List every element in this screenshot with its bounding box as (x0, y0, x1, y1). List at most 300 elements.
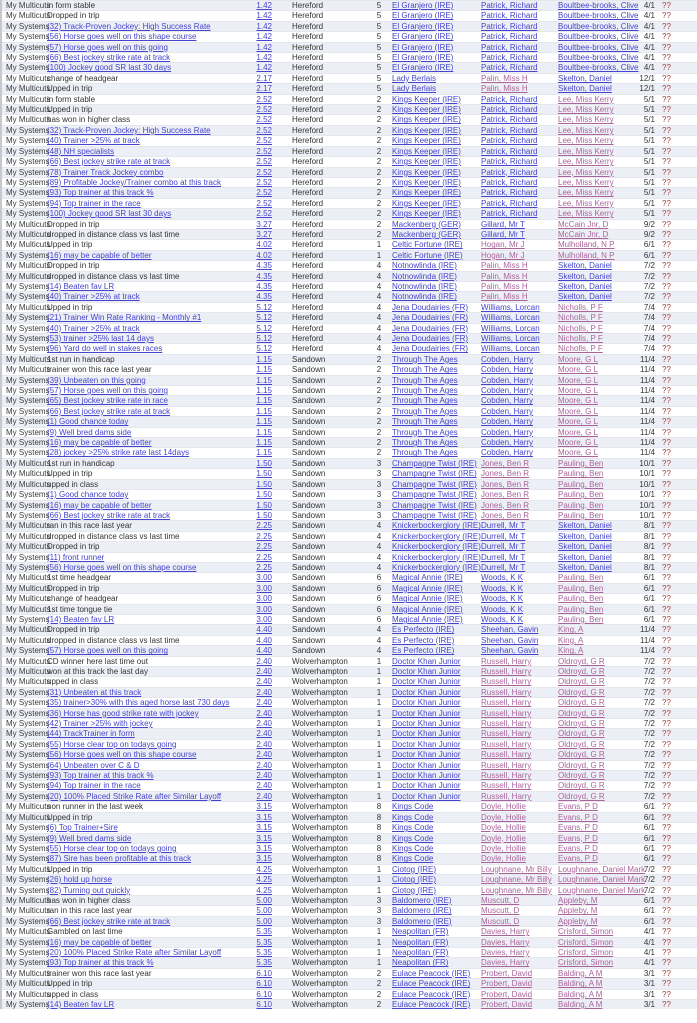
system-comment-link[interactable]: (31) Unbeaten at this track (47, 687, 142, 697)
horse-link[interactable]: El Granjero (IRE) (392, 1, 454, 10)
horse-link[interactable]: Doctor Khan Junior (392, 760, 461, 770)
horse-link[interactable]: Es Perfecto (IRE) (392, 646, 455, 656)
trainer-link[interactable]: Davies, Harry (481, 937, 530, 947)
horse-link[interactable]: El Granjero (IRE) (392, 11, 454, 21)
jockey-link[interactable]: Pauling, Ben (558, 583, 604, 593)
trainer-link[interactable]: Russell, Harry (481, 771, 532, 781)
race-time-link[interactable]: 4.35 (256, 271, 272, 281)
jockey-link[interactable]: Mulholland, N P (558, 240, 615, 250)
horse-link[interactable]: Lady Berlais (392, 73, 437, 83)
jockey-link[interactable]: Lee, Miss Kerry (558, 115, 614, 125)
trainer-link[interactable]: Probert, David (481, 1000, 533, 1009)
trainer-link[interactable]: Patrick, Richard (481, 63, 538, 73)
horse-link[interactable]: Mackenberg (GER) (392, 219, 461, 229)
horse-link[interactable]: Kings Keeper (IRE) (392, 157, 461, 167)
race-time-link[interactable]: 2.52 (256, 136, 272, 146)
trainer-link[interactable]: Patrick, Richard (481, 198, 538, 208)
race-time-link[interactable]: 2.40 (256, 760, 272, 770)
horse-link[interactable]: Kings Keeper (IRE) (392, 115, 461, 125)
horse-link[interactable]: Doctor Khan Junior (392, 687, 461, 697)
race-time-link[interactable]: 2.40 (256, 781, 272, 791)
trainer-link[interactable]: Muscutt, D (481, 906, 520, 916)
trainer-link[interactable]: Doyle, Hollie (481, 843, 526, 853)
jockey-link[interactable]: Skelton, Daniel (558, 552, 612, 562)
system-comment-link[interactable]: (21) Trainer Win Rate Ranking - Monthly #1 (47, 313, 202, 323)
horse-link[interactable]: Magical Annie (IRE) (392, 614, 463, 624)
trainer-link[interactable]: Cobden, Harry (481, 365, 534, 375)
trainer-link[interactable]: Doyle, Hollie (481, 812, 526, 822)
system-comment-link[interactable]: (26) hold up horse (47, 875, 112, 885)
horse-link[interactable]: El Granjero (IRE) (392, 42, 454, 52)
jockey-link[interactable]: Lee, Miss Kerry (558, 209, 614, 219)
race-time-link[interactable]: 1.42 (256, 21, 272, 31)
race-time-link[interactable]: 2.40 (256, 729, 272, 739)
jockey-link[interactable]: Mulholland, N P (558, 250, 615, 260)
jockey-link[interactable]: Pauling, Ben (558, 573, 604, 583)
trainer-link[interactable]: Doyle, Hollie (481, 823, 526, 833)
race-time-link[interactable]: 1.15 (256, 386, 272, 396)
trainer-link[interactable]: Probert, David (481, 989, 533, 999)
horse-link[interactable]: Magical Annie (IRE) (392, 583, 463, 593)
horse-link[interactable]: Celtic Fortune (IRE) (392, 250, 463, 260)
trainer-link[interactable]: Doyle, Hollie (481, 833, 526, 843)
system-comment-link[interactable]: (53) trainer >25% last 14 days (47, 334, 154, 343)
system-comment-link[interactable]: (66) Best jockey strike rate at track (47, 510, 171, 520)
trainer-link[interactable]: Cobden, Harry (481, 354, 534, 364)
jockey-link[interactable]: Boultbee-brooks, Clive (558, 1, 639, 10)
trainer-link[interactable]: Loughnane, Mr Billy (481, 885, 552, 895)
jockey-link[interactable]: Lee, Miss Kerry (558, 177, 614, 187)
horse-link[interactable]: Through The Ages (392, 354, 458, 364)
horse-link[interactable]: Doctor Khan Junior (392, 667, 461, 676)
horse-link[interactable]: Through The Ages (392, 386, 458, 396)
jockey-link[interactable]: Crisford, Simon (558, 937, 614, 947)
race-time-link[interactable]: 5.00 (256, 916, 272, 926)
horse-link[interactable]: Kings Keeper (IRE) (392, 136, 461, 146)
system-comment-link[interactable]: (96) Yard do well in stakes races (47, 344, 163, 354)
race-time-link[interactable]: 6.10 (256, 1000, 272, 1009)
horse-link[interactable]: Kings Code (392, 843, 434, 853)
race-time-link[interactable]: 4.02 (256, 250, 272, 260)
race-time-link[interactable]: 2.40 (256, 771, 272, 781)
jockey-link[interactable]: Lee, Miss Kerry (558, 125, 614, 135)
system-comment-link[interactable]: (94) Top trainer in the race (47, 781, 141, 791)
horse-link[interactable]: Eulace Peacock (IRE) (392, 968, 471, 978)
race-time-link[interactable]: 4.40 (256, 646, 272, 656)
horse-link[interactable]: Doctor Khan Junior (392, 677, 461, 687)
horse-link[interactable]: El Granjero (IRE) (392, 32, 454, 42)
trainer-link[interactable]: Russell, Harry (481, 791, 532, 801)
trainer-link[interactable]: Russell, Harry (481, 698, 532, 708)
trainer-link[interactable]: Sheehan, Gavin (481, 646, 539, 656)
trainer-link[interactable]: Hogan, Mr J (481, 250, 525, 260)
trainer-link[interactable]: Cobden, Harry (481, 438, 534, 448)
horse-link[interactable]: Kings Code (392, 823, 434, 833)
horse-link[interactable]: Notnowlinda (IRE) (392, 292, 457, 302)
system-comment-link[interactable]: (44) TrackTrainer in form (47, 729, 135, 739)
jockey-link[interactable]: Lee, Miss Kerry (558, 146, 614, 156)
horse-link[interactable]: Doctor Khan Junior (392, 708, 461, 718)
jockey-link[interactable]: Loughnane, Daniel Mark (558, 875, 646, 885)
trainer-link[interactable]: Muscutt, D (481, 916, 520, 926)
trainer-link[interactable]: Russell, Harry (481, 750, 532, 760)
jockey-link[interactable]: Skelton, Daniel (558, 281, 612, 291)
jockey-link[interactable]: Balding, A M (558, 989, 603, 999)
horse-link[interactable]: Notnowlinda (IRE) (392, 261, 457, 271)
trainer-link[interactable]: Sheehan, Gavin (481, 635, 539, 645)
trainer-link[interactable]: Russell, Harry (481, 677, 532, 687)
trainer-link[interactable]: Durrell, Mr T (481, 542, 526, 552)
jockey-link[interactable]: Oldroyd, G R (558, 750, 605, 760)
jockey-link[interactable]: Moore, G L (558, 365, 599, 375)
horse-link[interactable]: Champagne Twist (IRE) (392, 500, 477, 510)
horse-link[interactable]: Knickerbockerglory (IRE) (392, 542, 481, 552)
trainer-link[interactable]: Patrick, Richard (481, 32, 538, 42)
race-time-link[interactable]: 6.10 (256, 979, 272, 989)
trainer-link[interactable]: Jones, Ben R (481, 500, 530, 510)
jockey-link[interactable]: Oldroyd, G R (558, 656, 605, 666)
race-time-link[interactable]: 4.25 (256, 864, 272, 874)
trainer-link[interactable]: Palin, Miss H (481, 281, 528, 291)
race-time-link[interactable]: 2.52 (256, 209, 272, 219)
horse-link[interactable]: Magical Annie (IRE) (392, 573, 463, 583)
race-time-link[interactable]: 1.50 (256, 458, 272, 468)
trainer-link[interactable]: Davies, Harry (481, 927, 530, 937)
trainer-link[interactable]: Russell, Harry (481, 719, 532, 729)
race-time-link[interactable]: 1.15 (256, 427, 272, 437)
race-time-link[interactable]: 5.00 (256, 906, 272, 916)
jockey-link[interactable]: Oldroyd, G R (558, 698, 605, 708)
horse-link[interactable]: El Granjero (IRE) (392, 53, 454, 63)
race-time-link[interactable]: 3.15 (256, 833, 272, 843)
race-time-link[interactable]: 3.00 (256, 614, 272, 624)
race-time-link[interactable]: 2.52 (256, 157, 272, 167)
trainer-link[interactable]: Jones, Ben R (481, 458, 530, 468)
horse-link[interactable]: Through The Ages (392, 375, 458, 385)
jockey-link[interactable]: Oldroyd, G R (558, 708, 605, 718)
jockey-link[interactable]: Oldroyd, G R (558, 667, 605, 676)
system-comment-link[interactable]: (28) jockey >25% strike rate last 14days (47, 448, 190, 458)
system-comment-link[interactable]: (6) Top Trainer+Sire (47, 823, 118, 833)
race-time-link[interactable]: 1.50 (256, 479, 272, 489)
system-comment-link[interactable]: (64) Unbeaten over C & D (47, 760, 140, 770)
jockey-link[interactable]: Boultbee-brooks, Clive (558, 53, 639, 63)
race-time-link[interactable]: 4.40 (256, 635, 272, 645)
race-time-link[interactable]: 2.52 (256, 177, 272, 187)
system-comment-link[interactable]: (16) may be capable of better (47, 500, 152, 510)
horse-link[interactable]: Baldomero (IRE) (392, 895, 452, 905)
system-comment-link[interactable]: (55) Horse clear top on todays going (47, 739, 177, 749)
race-time-link[interactable]: 2.25 (256, 542, 272, 552)
horse-link[interactable]: Lady Berlais (392, 84, 437, 94)
system-comment-link[interactable]: (57) Horse goes well on this going (47, 646, 168, 656)
race-time-link[interactable]: 1.42 (256, 32, 272, 42)
race-time-link[interactable]: 5.00 (256, 895, 272, 905)
trainer-link[interactable]: Cobden, Harry (481, 396, 534, 406)
horse-link[interactable]: Es Perfecto (IRE) (392, 625, 455, 635)
jockey-link[interactable]: Boultbee-brooks, Clive (558, 32, 639, 42)
race-time-link[interactable]: 5.35 (256, 958, 272, 968)
trainer-link[interactable]: Sheehan, Gavin (481, 625, 539, 635)
system-comment-link[interactable]: (14) Beaten fav LR (47, 614, 115, 624)
system-comment-link[interactable]: (16) may be capable of better (47, 937, 152, 947)
horse-link[interactable]: Doctor Khan Junior (392, 729, 461, 739)
horse-link[interactable]: Ciotog (IRE) (392, 864, 437, 874)
trainer-link[interactable]: Jones, Ben R (481, 510, 530, 520)
jockey-link[interactable]: Pauling, Ben (558, 458, 604, 468)
trainer-link[interactable]: Russell, Harry (481, 687, 532, 697)
race-time-link[interactable]: 2.40 (256, 739, 272, 749)
horse-link[interactable]: Jena Doudairies (FR) (392, 334, 469, 343)
jockey-link[interactable]: Skelton, Daniel (558, 292, 612, 302)
race-time-link[interactable]: 1.15 (256, 375, 272, 385)
jockey-link[interactable]: Oldroyd, G R (558, 687, 605, 697)
horse-link[interactable]: Through The Ages (392, 427, 458, 437)
race-time-link[interactable]: 1.15 (256, 448, 272, 458)
trainer-link[interactable]: Woods, K K (481, 604, 524, 614)
jockey-link[interactable]: Moore, G L (558, 354, 599, 364)
trainer-link[interactable]: Patrick, Richard (481, 157, 538, 167)
system-comment-link[interactable]: (39) Unbeaten on this going (47, 375, 146, 385)
race-time-link[interactable]: 1.42 (256, 53, 272, 63)
race-time-link[interactable]: 3.15 (256, 854, 272, 864)
horse-link[interactable]: Knickerbockerglory (IRE) (392, 521, 481, 531)
race-time-link[interactable]: 2.52 (256, 105, 272, 115)
jockey-link[interactable]: Moore, G L (558, 375, 599, 385)
horse-link[interactable]: Knickerbockerglory (IRE) (392, 531, 481, 541)
trainer-link[interactable]: Cobden, Harry (481, 427, 534, 437)
jockey-link[interactable]: Skelton, Daniel (558, 531, 612, 541)
trainer-link[interactable]: Russell, Harry (481, 781, 532, 791)
horse-link[interactable]: Neapolitan (FR) (392, 927, 449, 937)
race-time-link[interactable]: 2.25 (256, 552, 272, 562)
trainer-link[interactable]: Russell, Harry (481, 708, 532, 718)
jockey-link[interactable]: Lee, Miss Kerry (558, 157, 614, 167)
jockey-link[interactable]: Pauling, Ben (558, 469, 604, 479)
jockey-link[interactable]: Loughnane, Daniel Mark (558, 864, 646, 874)
jockey-link[interactable]: King, A (558, 625, 584, 635)
jockey-link[interactable]: Nicholls, P F (558, 323, 603, 333)
trainer-link[interactable]: Williams, Lorcan (481, 323, 540, 333)
trainer-link[interactable]: Patrick, Richard (481, 177, 538, 187)
system-comment-link[interactable]: (66) Best jockey strike rate at track (47, 53, 171, 63)
race-time-link[interactable]: 3.27 (256, 229, 272, 239)
race-time-link[interactable]: 2.52 (256, 146, 272, 156)
jockey-link[interactable]: Moore, G L (558, 386, 599, 396)
trainer-link[interactable]: Jones, Ben R (481, 479, 530, 489)
jockey-link[interactable]: Oldroyd, G R (558, 719, 605, 729)
system-comment-link[interactable]: (1) Good chance today (47, 490, 129, 500)
horse-link[interactable]: Baldomero (IRE) (392, 916, 452, 926)
trainer-link[interactable]: Woods, K K (481, 594, 524, 604)
system-comment-link[interactable]: (57) Horse goes well on this going (47, 386, 168, 396)
horse-link[interactable]: Doctor Khan Junior (392, 750, 461, 760)
system-comment-link[interactable]: (65) Best jockey strike rate in race (47, 396, 168, 406)
horse-link[interactable]: Through The Ages (392, 406, 458, 416)
trainer-link[interactable]: Cobden, Harry (481, 386, 534, 396)
race-time-link[interactable]: 2.52 (256, 94, 272, 104)
horse-link[interactable]: Jena Doudairies (FR) (392, 302, 469, 312)
race-time-link[interactable]: 5.12 (256, 344, 272, 354)
jockey-link[interactable]: Oldroyd, G R (558, 771, 605, 781)
system-comment-link[interactable]: (78) Trainer Track Jockey combo (47, 167, 164, 177)
trainer-link[interactable]: Patrick, Richard (481, 94, 538, 104)
jockey-link[interactable]: Pauling, Ben (558, 614, 604, 624)
race-time-link[interactable]: 2.40 (256, 708, 272, 718)
jockey-link[interactable]: Pauling, Ben (558, 479, 604, 489)
horse-link[interactable]: Through The Ages (392, 365, 458, 375)
jockey-link[interactable]: Skelton, Daniel (558, 521, 612, 531)
system-comment-link[interactable]: (93) Top trainer at this track % (47, 188, 154, 198)
jockey-link[interactable]: Evans, P D (558, 833, 598, 843)
jockey-link[interactable]: Moore, G L (558, 406, 599, 416)
race-time-link[interactable]: 1.42 (256, 1, 272, 10)
trainer-link[interactable]: Patrick, Richard (481, 209, 538, 219)
race-time-link[interactable]: 1.15 (256, 396, 272, 406)
horse-link[interactable]: Doctor Khan Junior (392, 698, 461, 708)
trainer-link[interactable]: Jones, Ben R (481, 469, 530, 479)
horse-link[interactable]: Ciotog (IRE) (392, 875, 437, 885)
jockey-link[interactable]: Balding, A M (558, 979, 603, 989)
horse-link[interactable]: Champagne Twist (IRE) (392, 510, 477, 520)
horse-link[interactable]: Jena Doudairies (FR) (392, 344, 469, 354)
jockey-link[interactable]: Nicholls, P F (558, 344, 603, 354)
system-comment-link[interactable]: (16) may be capable of better (47, 250, 152, 260)
horse-link[interactable]: Kings Keeper (IRE) (392, 188, 461, 198)
horse-link[interactable]: Champagne Twist (IRE) (392, 479, 477, 489)
race-time-link[interactable]: 2.40 (256, 677, 272, 687)
system-comment-link[interactable]: (66) Best jockey strike rate at track (47, 406, 171, 416)
race-time-link[interactable]: 2.17 (256, 73, 272, 83)
system-comment-link[interactable]: (11) front runner (47, 552, 105, 562)
jockey-link[interactable]: Boultbee-brooks, Clive (558, 21, 639, 31)
system-comment-link[interactable]: (14) Beaten fav LR (47, 1000, 115, 1009)
system-comment-link[interactable]: (32) Track-Proven Jockey: High Success Rate (47, 21, 211, 31)
race-time-link[interactable]: 2.52 (256, 167, 272, 177)
jockey-link[interactable]: Lee, Miss Kerry (558, 167, 614, 177)
race-time-link[interactable]: 2.52 (256, 115, 272, 125)
horse-link[interactable]: Kings Keeper (IRE) (392, 94, 461, 104)
trainer-link[interactable]: Russell, Harry (481, 739, 532, 749)
race-time-link[interactable]: 1.50 (256, 490, 272, 500)
horse-link[interactable]: Kings Keeper (IRE) (392, 167, 461, 177)
race-time-link[interactable]: 1.15 (256, 354, 272, 364)
horse-link[interactable]: Doctor Khan Junior (392, 771, 461, 781)
system-comment-link[interactable]: (36) Horse has good strike rate with jockey (47, 708, 199, 718)
horse-link[interactable]: Jena Doudairies (FR) (392, 323, 469, 333)
race-time-link[interactable]: 5.12 (256, 323, 272, 333)
race-time-link[interactable]: 5.35 (256, 937, 272, 947)
horse-link[interactable]: Kings Code (392, 854, 434, 864)
horse-link[interactable]: Eulace Peacock (IRE) (392, 979, 471, 989)
trainer-link[interactable]: Palin, Miss H (481, 73, 528, 83)
jockey-link[interactable]: Oldroyd, G R (558, 729, 605, 739)
race-time-link[interactable]: 4.35 (256, 281, 272, 291)
horse-link[interactable]: Knickerbockerglory (IRE) (392, 562, 481, 572)
jockey-link[interactable]: Evans, P D (558, 802, 598, 812)
horse-link[interactable]: Champagne Twist (IRE) (392, 469, 477, 479)
trainer-link[interactable]: Durrell, Mr T (481, 531, 526, 541)
trainer-link[interactable]: Doyle, Hollie (481, 802, 526, 812)
horse-link[interactable]: Doctor Khan Junior (392, 719, 461, 729)
race-time-link[interactable]: 1.15 (256, 406, 272, 416)
trainer-link[interactable]: Palin, Miss H (481, 84, 528, 94)
jockey-link[interactable]: Crisford, Simon (558, 958, 614, 968)
system-comment-link[interactable]: (93) Top trainer at this track % (47, 771, 154, 781)
system-comment-link[interactable]: (16) may be capable of better (47, 438, 152, 448)
jockey-link[interactable]: Boultbee-brooks, Clive (558, 63, 639, 73)
horse-link[interactable]: Doctor Khan Junior (392, 656, 461, 666)
horse-link[interactable]: Baldomero (IRE) (392, 906, 452, 916)
horse-link[interactable]: Celtic Fortune (IRE) (392, 240, 463, 250)
race-time-link[interactable]: 5.12 (256, 313, 272, 323)
jockey-link[interactable]: Loughnane, Daniel Mark (558, 885, 646, 895)
system-comment-link[interactable]: (56) Horse goes well on this shape course (47, 32, 197, 42)
race-time-link[interactable]: 5.35 (256, 947, 272, 957)
trainer-link[interactable]: Cobden, Harry (481, 375, 534, 385)
jockey-link[interactable]: Pauling, Ben (558, 490, 604, 500)
jockey-link[interactable]: Crisford, Simon (558, 927, 614, 937)
jockey-link[interactable]: Nicholls, P F (558, 334, 603, 343)
trainer-link[interactable]: Russell, Harry (481, 729, 532, 739)
horse-link[interactable]: Kings Code (392, 812, 434, 822)
system-comment-link[interactable]: (66) Best jockey strike rate at track (47, 916, 171, 926)
race-time-link[interactable]: 4.25 (256, 885, 272, 895)
jockey-link[interactable]: Balding, A M (558, 1000, 603, 1009)
trainer-link[interactable]: Patrick, Richard (481, 21, 538, 31)
race-time-link[interactable]: 3.00 (256, 594, 272, 604)
jockey-link[interactable]: Lee, Miss Kerry (558, 136, 614, 146)
trainer-link[interactable]: Palin, Miss H (481, 261, 528, 271)
race-time-link[interactable]: 1.15 (256, 365, 272, 375)
race-time-link[interactable]: 2.40 (256, 667, 272, 676)
race-time-link[interactable]: 3.15 (256, 823, 272, 833)
race-time-link[interactable]: 2.17 (256, 84, 272, 94)
jockey-link[interactable]: Skelton, Daniel (558, 562, 612, 572)
trainer-link[interactable]: Patrick, Richard (481, 136, 538, 146)
race-time-link[interactable]: 2.25 (256, 562, 272, 572)
trainer-link[interactable]: Williams, Lorcan (481, 334, 540, 343)
horse-link[interactable]: Knickerbockerglory (IRE) (392, 552, 481, 562)
race-time-link[interactable]: 1.50 (256, 510, 272, 520)
horse-link[interactable]: Magical Annie (IRE) (392, 594, 463, 604)
jockey-link[interactable]: Oldroyd, G R (558, 791, 605, 801)
jockey-link[interactable]: Lee, Miss Kerry (558, 105, 614, 115)
jockey-link[interactable]: Oldroyd, G R (558, 677, 605, 687)
jockey-link[interactable]: Oldroyd, G R (558, 739, 605, 749)
system-comment-link[interactable]: (40) Trainer >25% at track (47, 292, 140, 302)
system-comment-link[interactable]: (20) 100% Placed Strike Rate after Similar Layoff (47, 947, 222, 957)
horse-link[interactable]: Jena Doudairies (FR) (392, 313, 469, 323)
jockey-link[interactable]: Nicholls, P F (558, 302, 603, 312)
jockey-link[interactable]: Lee, Miss Kerry (558, 94, 614, 104)
horse-link[interactable]: Mackenberg (GER) (392, 229, 461, 239)
horse-link[interactable]: Through The Ages (392, 417, 458, 427)
jockey-link[interactable]: Skelton, Daniel (558, 84, 612, 94)
system-comment-link[interactable]: (32) Track-Proven Jockey: High Success Rate (47, 125, 211, 135)
race-time-link[interactable]: 2.40 (256, 656, 272, 666)
horse-link[interactable]: Doctor Khan Junior (392, 791, 461, 801)
race-time-link[interactable]: 4.40 (256, 625, 272, 635)
race-time-link[interactable]: 2.40 (256, 687, 272, 697)
race-time-link[interactable]: 3.00 (256, 583, 272, 593)
horse-link[interactable]: Neapolitan (FR) (392, 937, 449, 947)
trainer-link[interactable]: Loughnane, Mr Billy (481, 875, 552, 885)
jockey-link[interactable]: McCain Jnr, D (558, 229, 609, 239)
jockey-link[interactable]: Moore, G L (558, 427, 599, 437)
trainer-link[interactable]: Muscutt, D (481, 895, 520, 905)
system-comment-link[interactable]: (94) Top trainer in the race (47, 198, 141, 208)
